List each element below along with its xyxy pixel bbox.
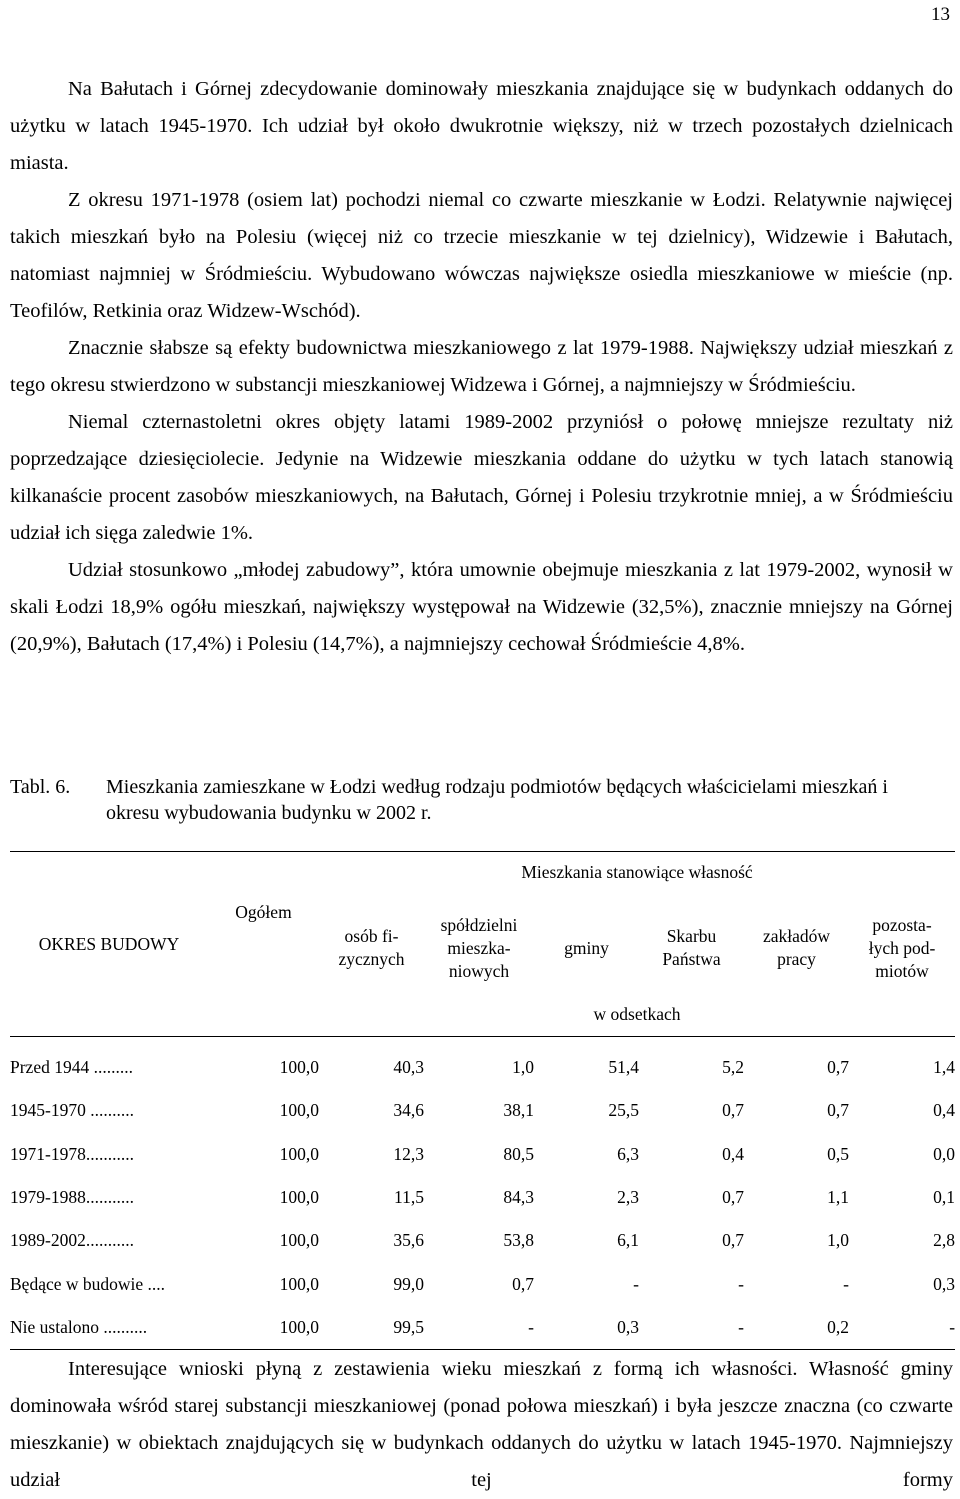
paragraph: Na Bałutach i Górnej zdecydowanie dominowały mieszkania znajdujące się w budynkach oddanych do użytku w latach 1945-1970. Ich udział był około dwukrotnie większy, niż w trzech pozostałych dzielnicach miasta.	[10, 78, 953, 174]
row-label-cell: 1989-2002...........	[10, 1230, 134, 1251]
value-cell: 100,0	[279, 1143, 319, 1164]
value-cell: 1,4	[933, 1057, 956, 1078]
value-cell: 100,0	[279, 1273, 319, 1294]
unit-header: w odsetkach	[319, 1004, 955, 1037]
value-cell: 100,0	[279, 1187, 319, 1208]
table-caption-label: Tabl. 6.	[10, 776, 71, 798]
value-cell: 38,1	[503, 1100, 534, 1121]
value-cell: 80,5	[503, 1143, 534, 1164]
value-cell: 1,0	[827, 1230, 849, 1251]
column-header-cooperatives: spółdzielni mieszka- niowych	[440, 914, 518, 981]
value-cell: 0,7	[722, 1230, 744, 1251]
row-label-cell: Będące w budowie ....	[10, 1273, 166, 1294]
ownership-table	[10, 851, 955, 1350]
page-number: 13	[931, 4, 950, 25]
row-label-cell: 1945-1970 ..........	[10, 1100, 134, 1121]
value-cell: -	[424, 1306, 534, 1350]
column-header-other: pozosta- łych pod- miotów	[868, 914, 936, 981]
column-header-municipality: gminy	[564, 937, 609, 958]
value-cell: 11,5	[394, 1187, 424, 1208]
value-cell: 35,6	[393, 1230, 424, 1251]
paragraph: Udział stosunkowo „młodej zabudowy”, która umownie obejmuje mieszkania z lat 1979-2002, wynosił w skali Łodzi 18,9% ogółu mieszkań, największy występował na Widzewie (32,5%), znacznie mniejszy na Górnej (20,9%), Bałutach (17,4%) i Polesiu (14,7%), a najmniejszy cechował Śródmieście 4,8%.	[10, 559, 953, 655]
value-cell: -	[633, 1273, 639, 1294]
value-cell: 100,0	[279, 1100, 319, 1121]
value-cell: 5,2	[722, 1057, 744, 1078]
column-header-state-treasury: Skarbu Państwa	[662, 926, 721, 969]
value-cell: 84,3	[503, 1187, 534, 1208]
value-cell: 25,5	[608, 1100, 639, 1121]
value-cell: 0,4	[933, 1100, 956, 1121]
paragraph: Z okresu 1971-1978 (osiem lat) pochodzi niemal co czwarte mieszkanie w Łodzi. Relatywnie najwięcej takich mieszkań było na Polesiu (więcej niż co trzecie mieszkanie w tej dzielnicy), Widzewie i Bałutach, natomiast najmniej w Śródmieściu. Wybudowano wówczas największe osiedla mieszkaniowe w mieście (np. Teofilów, Retkinia oraz Widzew-Wschód).	[10, 189, 953, 322]
value-cell: 0,5	[827, 1143, 849, 1164]
value-cell: 0,2	[744, 1306, 849, 1350]
value-cell: 100,0	[279, 1057, 319, 1078]
value-cell: 0,1	[933, 1187, 956, 1208]
paragraph: Znacznie słabsze są efekty budownictwa mieszkaniowego z lat 1979-1988. Największy udział mieszkań z tego okresu stwierdzono w substancji mieszkaniowej Widzewa i Górnej, a najmniejszy w Śródmieściu.	[10, 337, 953, 396]
data-table	[10, 851, 955, 1350]
value-cell: 99,0	[393, 1273, 424, 1294]
value-cell: 0,4	[722, 1143, 744, 1164]
column-header-workplaces: zakładów pracy	[762, 926, 831, 969]
table-row	[10, 1306, 955, 1350]
row-label-cell: Nie ustalono ..........	[10, 1306, 208, 1350]
value-cell: 99,5	[319, 1306, 424, 1350]
value-cell: 12,3	[393, 1143, 424, 1164]
value-cell: -	[849, 1306, 955, 1350]
table-row	[10, 1176, 955, 1219]
value-cell: 1,1	[827, 1187, 849, 1208]
body-text-top	[10, 71, 953, 663]
value-cell: 6,1	[617, 1230, 639, 1251]
value-cell: -	[738, 1273, 744, 1294]
value-cell: 0,7	[827, 1057, 849, 1078]
value-cell: 34,6	[393, 1100, 424, 1121]
value-cell: 2,3	[617, 1187, 639, 1208]
table-row	[10, 1133, 955, 1176]
value-cell: 0,7	[827, 1100, 849, 1121]
table-row	[10, 1219, 955, 1262]
paragraph: Interesujące wnioski płyną z zestawienia wieku mieszkań z formą ich własności. Własność gminy dominowała wśród starej substancji mieszkaniowej (ponad połowa mieszkań) i była jeszcze znaczna (co czwarte mieszkanie) w obiektach znajdujących się w budynkach oddanych do użytku w latach 1945-1970. Najmniejszy udział tej formy	[10, 1358, 953, 1491]
value-cell: 100,0	[208, 1306, 319, 1350]
row-label-cell: Przed 1944 .........	[10, 1057, 133, 1078]
column-header-period: OKRES BUDOWY	[10, 852, 208, 1037]
row-label-cell: 1971-1978...........	[10, 1143, 134, 1164]
value-cell: 40,3	[393, 1057, 424, 1078]
value-cell: 0,3	[933, 1273, 956, 1294]
value-cell: 2,8	[933, 1230, 956, 1251]
body-text-bottom	[10, 1351, 953, 1499]
value-cell: 0,0	[933, 1143, 956, 1164]
table-caption-text: Mieszkania zamieszkane w Łodzi według rodzaju podmiotów będących właścicielami mieszkań i okresu wybudowania budynku w 2002 r.	[106, 776, 888, 824]
value-cell: 100,0	[279, 1230, 319, 1251]
value-cell: 0,3	[534, 1306, 639, 1350]
value-cell: -	[639, 1306, 744, 1350]
value-cell: 51,4	[608, 1057, 639, 1078]
table-row	[10, 1089, 955, 1132]
table-row	[10, 1046, 955, 1089]
column-header-total: Ogółem	[208, 852, 319, 1005]
value-cell: 0,7	[512, 1273, 534, 1294]
value-cell: 0,7	[722, 1187, 744, 1208]
table-row	[10, 1262, 955, 1305]
column-header-individuals: osób fi- zycznych	[338, 926, 405, 969]
value-cell: 6,3	[617, 1143, 639, 1164]
value-cell: 0,7	[722, 1100, 744, 1121]
paragraph: Niemal czternastoletni okres objęty latami 1989-2002 przyniósł o połowę mniejsze rezultaty niż poprzedzające dziesięciolecie. Jedynie na Widzewie mieszkania oddane do użytku w tych latach stanowią kilkanaście procent zasobów mieszkaniowych, na Bałutach, Górnej i Polesiu trzykrotnie mniej, a w Śródmieściu udział ich sięga zaledwie 1%.	[10, 411, 953, 544]
table-caption	[10, 774, 910, 826]
value-cell: -	[843, 1273, 849, 1294]
row-label-cell: 1979-1988...........	[10, 1187, 134, 1208]
value-cell: 53,8	[503, 1230, 534, 1251]
table-body	[10, 1037, 955, 1350]
group-header-ownership: Mieszkania stanowiące własność	[319, 852, 955, 893]
value-cell: 1,0	[512, 1057, 534, 1078]
